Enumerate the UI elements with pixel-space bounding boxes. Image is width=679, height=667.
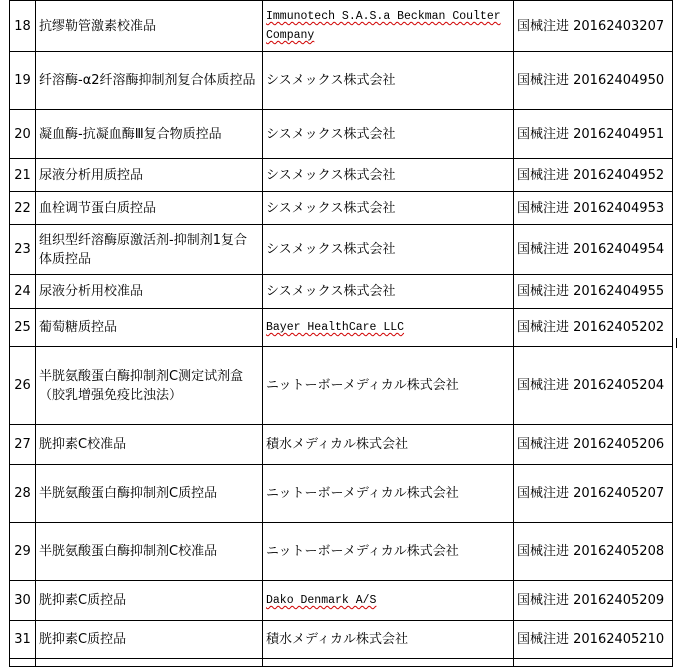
row-number: 27: [10, 425, 36, 465]
table-row-cutoff: [10, 659, 673, 667]
manufacturer-name: 積水メディカル株式会社: [263, 425, 514, 465]
registration-number: 国械注进 20162404951: [514, 110, 673, 159]
row-number: 23: [10, 225, 36, 275]
product-name: 组织型纤溶酶原激活剂-抑制剂1复合体质控品: [36, 225, 263, 275]
row-number: 26: [10, 347, 36, 425]
registration-table: [9, 0, 673, 667]
empty-cell: [10, 659, 36, 667]
page-edge-marker: [676, 338, 677, 348]
registration-number: 国械注进 20162405210: [514, 621, 673, 659]
manufacturer-name: シスメックス株式会社: [263, 110, 514, 159]
registration-number: 国械注进 20162403207: [514, 1, 673, 52]
row-number: 22: [10, 192, 36, 225]
product-name: 半胱氨酸蛋白酶抑制剂C校准品: [36, 523, 263, 581]
manufacturer-name: 積水メディカル株式会社: [263, 621, 514, 659]
row-number: 31: [10, 621, 36, 659]
registration-number: 国械注进 20162404952: [514, 159, 673, 192]
registration-number: 国械注进 20162405204: [514, 347, 673, 425]
row-number: 18: [10, 1, 36, 52]
table-row: [10, 581, 673, 621]
table-row: [10, 347, 673, 425]
table-row: [10, 1, 673, 52]
row-number: 30: [10, 581, 36, 621]
manufacturer-name: ニットーボーメディカル株式会社: [263, 523, 514, 581]
product-name: 胱抑素C质控品: [36, 621, 263, 659]
registration-number: 国械注进 20162405207: [514, 465, 673, 523]
empty-cell: [36, 659, 263, 667]
table-row: [10, 52, 673, 110]
row-number: 24: [10, 275, 36, 309]
manufacturer-name: シスメックス株式会社: [263, 275, 514, 309]
table-row: [10, 425, 673, 465]
manufacturer-name: Dako Denmark A/S: [263, 581, 514, 621]
registration-number: 国械注进 20162404955: [514, 275, 673, 309]
table-row: [10, 275, 673, 309]
registration-number: 国械注进 20162404954: [514, 225, 673, 275]
manufacturer-name: シスメックス株式会社: [263, 192, 514, 225]
product-name: 抗缪勒管激素校准品: [36, 1, 263, 52]
manufacturer-name: シスメックス株式会社: [263, 159, 514, 192]
row-number: 29: [10, 523, 36, 581]
registration-number: 国械注进 20162405209: [514, 581, 673, 621]
product-name: 胱抑素C质控品: [36, 581, 263, 621]
manufacturer-name: ニットーボーメディカル株式会社: [263, 465, 514, 523]
product-name: 尿液分析用校准品: [36, 275, 263, 309]
row-number: 25: [10, 309, 36, 347]
registration-number: 国械注进 20162405202: [514, 309, 673, 347]
registration-number: 国械注进 20162404950: [514, 52, 673, 110]
product-name: 半胱氨酸蛋白酶抑制剂C测定试剂盒（胶乳增强免疫比浊法）: [36, 347, 263, 425]
row-number: 28: [10, 465, 36, 523]
table-row: [10, 523, 673, 581]
manufacturer-name: Bayer HealthCare LLC: [263, 309, 514, 347]
table-row: [10, 225, 673, 275]
empty-cell: [514, 659, 673, 667]
manufacturer-name: シスメックス株式会社: [263, 225, 514, 275]
product-name: 胱抑素C校准品: [36, 425, 263, 465]
table-row: [10, 110, 673, 159]
product-name: 凝血酶-抗凝血酶Ⅲ复合物质控品: [36, 110, 263, 159]
table-row: [10, 192, 673, 225]
row-number: 20: [10, 110, 36, 159]
registration-number: 国械注进 20162405208: [514, 523, 673, 581]
table-row: [10, 159, 673, 192]
row-number: 21: [10, 159, 36, 192]
manufacturer-name: Immunotech S.A.S.a Beckman Coulter Company: [263, 1, 514, 52]
product-name: 血栓调节蛋白质控品: [36, 192, 263, 225]
product-name: 葡萄糖质控品: [36, 309, 263, 347]
product-name: 半胱氨酸蛋白酶抑制剂C质控品: [36, 465, 263, 523]
empty-cell: [263, 659, 514, 667]
manufacturer-name: シスメックス株式会社: [263, 52, 514, 110]
table-row: [10, 621, 673, 659]
product-name: 尿液分析用质控品: [36, 159, 263, 192]
table-row: [10, 465, 673, 523]
registration-number: 国械注进 20162404953: [514, 192, 673, 225]
manufacturer-name: ニットーボーメディカル株式会社: [263, 347, 514, 425]
table-row: [10, 309, 673, 347]
product-name: 纤溶酶-α2纤溶酶抑制剂复合体质控品: [36, 52, 263, 110]
registration-number: 国械注进 20162405206: [514, 425, 673, 465]
row-number: 19: [10, 52, 36, 110]
